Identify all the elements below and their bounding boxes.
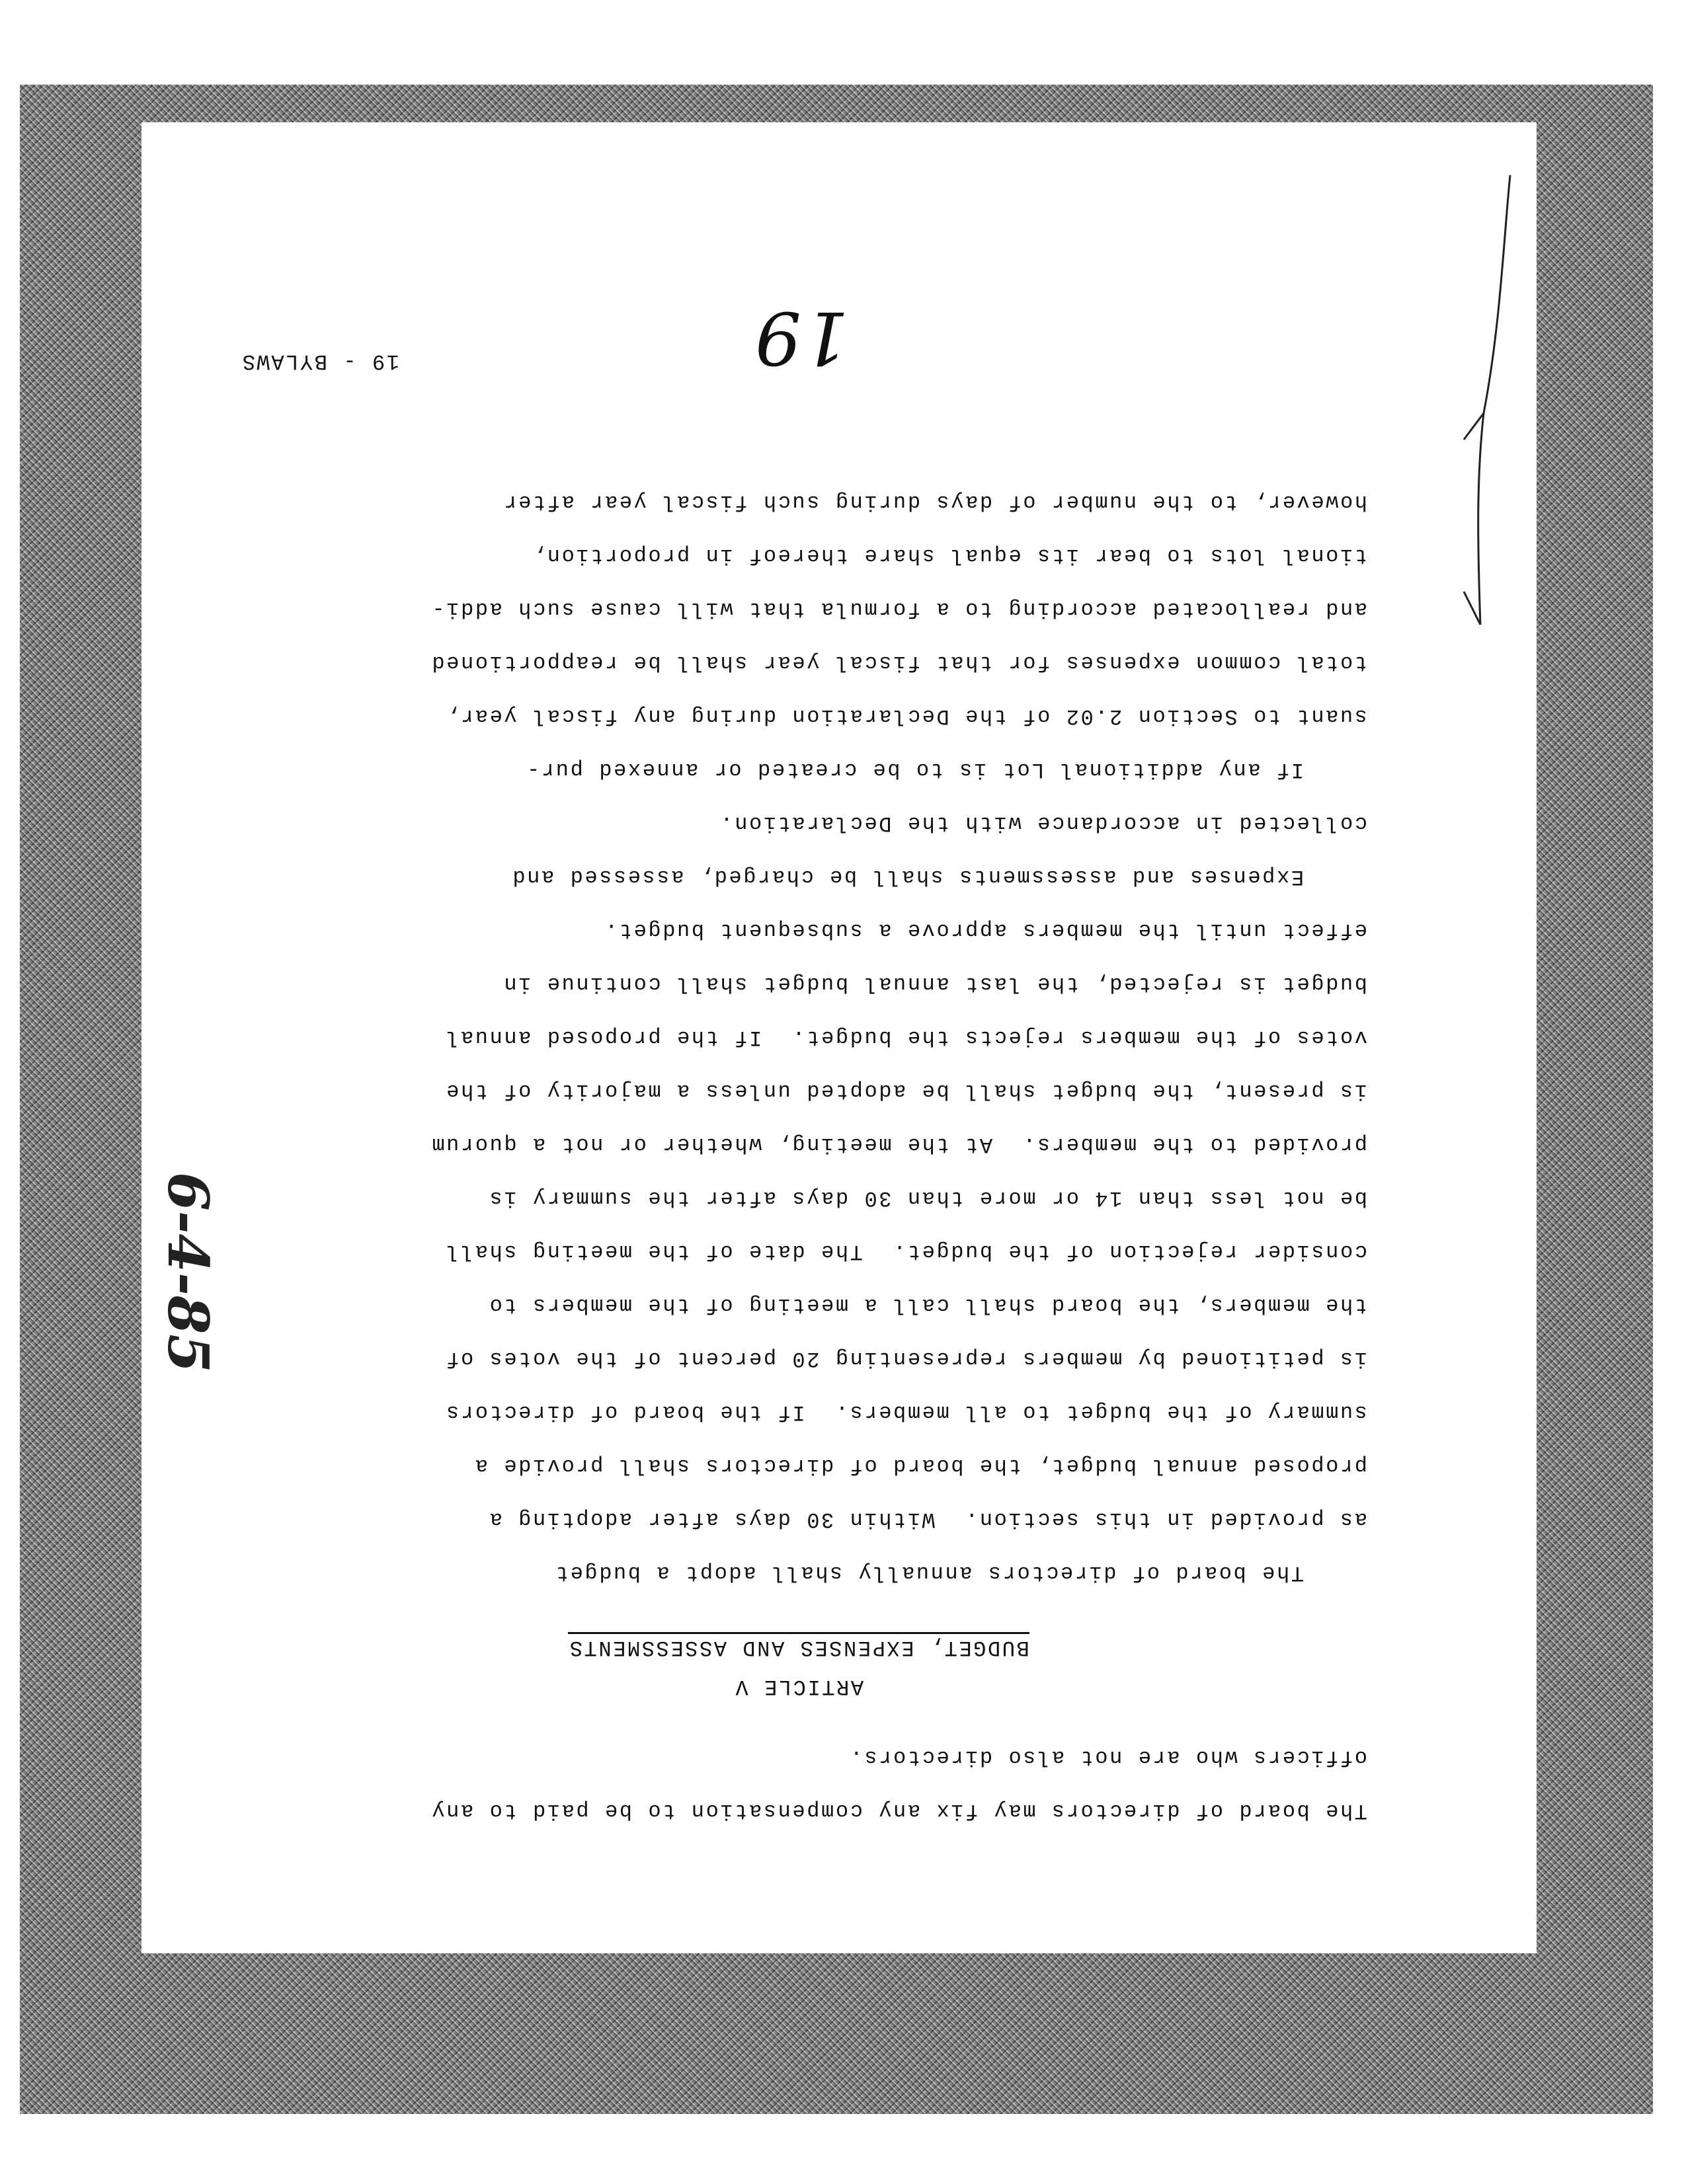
text-line: If any additional Lot is to be created or annexed pur- xyxy=(525,758,1304,782)
text-line: be not less than 14 or more than 30 days after the summary is xyxy=(488,1186,1367,1210)
text-line: suant to Section 2.02 of the Declaration during any fiscal year, xyxy=(444,704,1367,728)
document-page xyxy=(141,122,1537,1953)
upside-down-content xyxy=(141,122,1537,1953)
text-line: Expenses and assessments shall be charged, assessed and xyxy=(510,865,1304,889)
text-line: effect until the members approve a subsequent budget. xyxy=(603,918,1367,943)
text-line: tional lots to bear its equal share thereof in proportion, xyxy=(531,543,1367,568)
text-line: is petitioned by members representing 20 percent of the votes of xyxy=(444,1346,1367,1371)
article-number: ARTICLE V xyxy=(733,1674,864,1699)
text-line: as provided in this section. Within 30 days after adopting a xyxy=(488,1507,1367,1532)
text-line: consider rejection of the budget. The date of the meeting shall xyxy=(444,1239,1367,1264)
text-line: officers who are not also directors. xyxy=(848,1745,1367,1770)
text-line: summary of the budget to all members. If the board of directors xyxy=(444,1400,1367,1424)
page-footer-label: 19 - BYLAWS xyxy=(241,349,399,373)
handwritten-page-number: 19 xyxy=(754,295,849,380)
text-line: however, to the number of days during such fiscal year after xyxy=(502,490,1367,514)
margin-bracket-mark xyxy=(1437,162,1523,638)
margin-date-text: 6-4-85 xyxy=(155,1172,221,1373)
text-line: The board of directors annually shall adopt a budget xyxy=(554,1561,1304,1585)
text-line: proposed annual budget, the board of directors shall provide a xyxy=(473,1454,1367,1478)
text-line: votes of the members rejects the budget. If the proposed annual xyxy=(444,1025,1367,1050)
text-line: The board of directors may fix any compensation to be paid to any xyxy=(430,1799,1367,1823)
text-line: is present, the budget shall be adopted unless a majority of the xyxy=(444,1079,1367,1103)
text-line: and reallocated according to a formula that will cause such addi- xyxy=(430,597,1367,621)
text-line: collected in accordance with the Declaration. xyxy=(718,811,1367,836)
text-line: provided to the members. At the meeting, whether or not a quorum xyxy=(430,1132,1367,1157)
text-line: budget is rejected, the last annual budget shall continue in xyxy=(502,972,1367,996)
article-title: BUDGET, EXPENSES AND ASSESSMENTS xyxy=(230,1626,1367,1668)
text-line: total common expenses for that fiscal year shall be reapportioned xyxy=(430,650,1367,675)
bylaws-text xyxy=(230,475,1367,1838)
text-line: the members, the board shall call a meeting of the members to xyxy=(488,1293,1367,1317)
margin-date-stamp xyxy=(155,1114,221,1431)
